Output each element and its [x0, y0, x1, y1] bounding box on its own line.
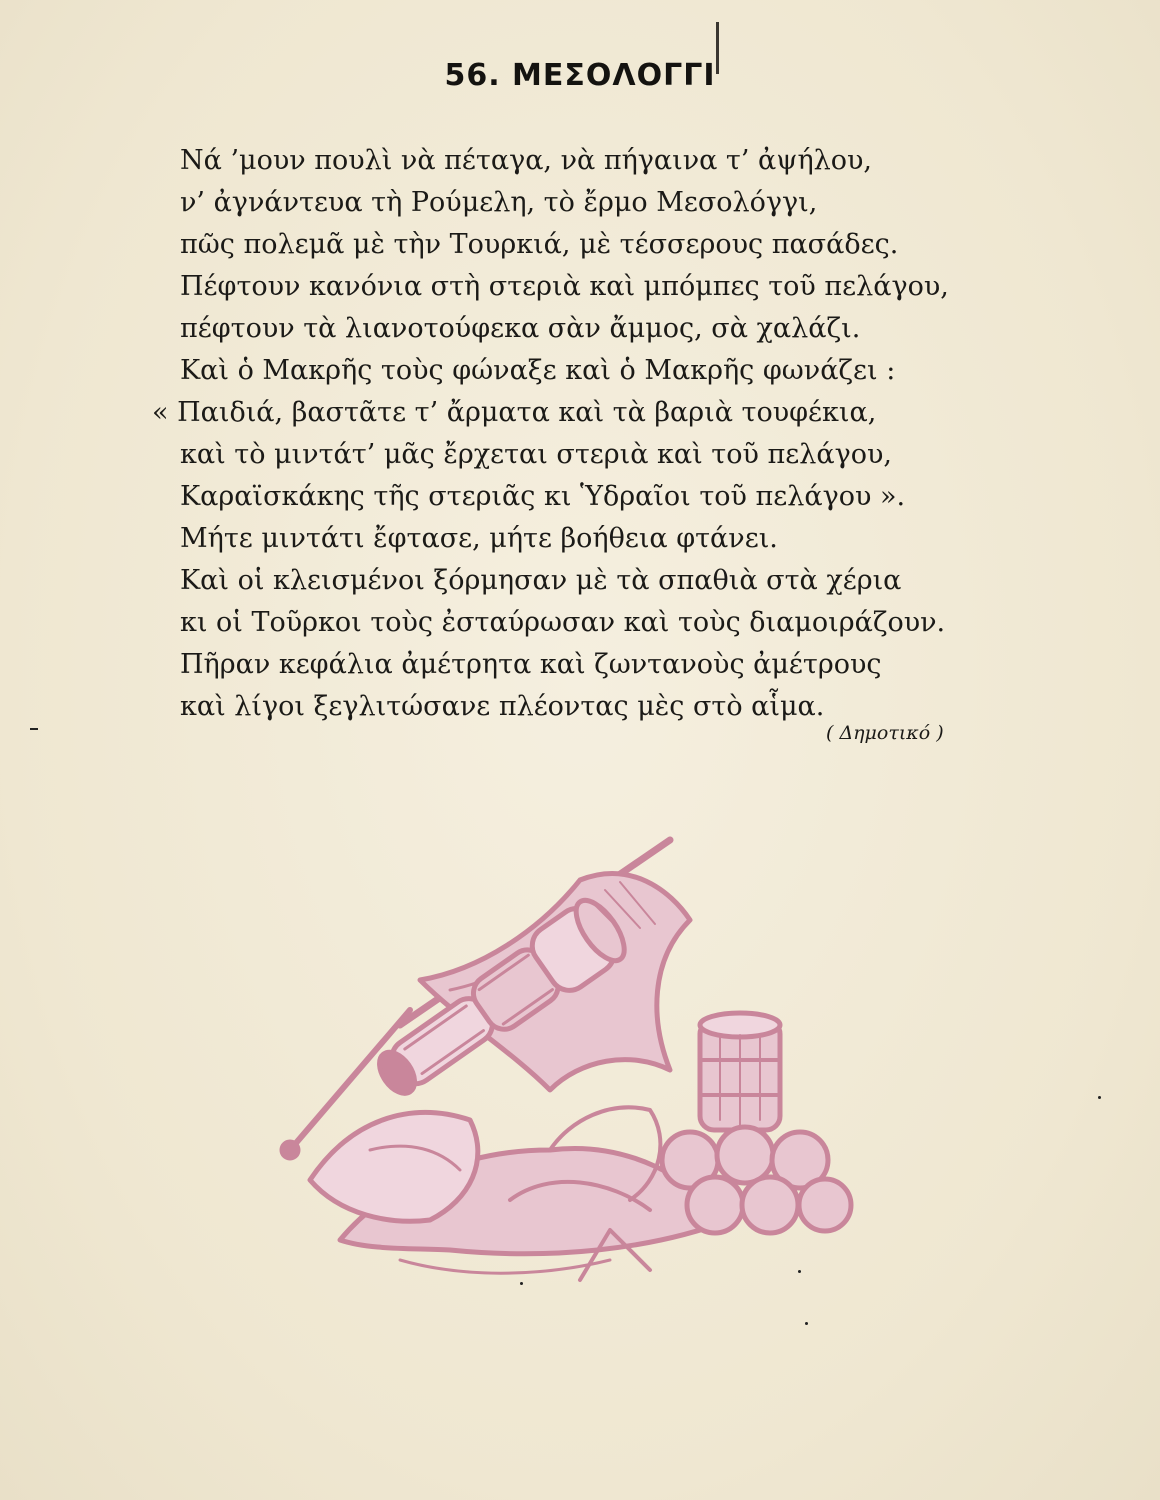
verse-line: καὶ τὸ μιντάτ’ μᾶς ἔρχεται στεριὰ καὶ τοῦ πελάγου,	[180, 439, 892, 470]
verse-line: πέφτουν τὰ λιανοτούφεκα σὰν ἄμμος, σὰ χαλάζι.	[180, 313, 861, 344]
margin-mark	[30, 728, 38, 730]
verse-line: Νά ’μουν πουλὶ νὰ πέταγα, νὰ πήγαινα τ’ ἀψήλου,	[180, 145, 872, 176]
verse-line: Πῆραν κεφάλια ἀμέτρητα καὶ ζωντανοὺς ἀμέτρους	[180, 649, 882, 680]
illustration-icon	[250, 820, 890, 1320]
poem-body	[152, 140, 992, 728]
verse-line: Καὶ ὁ Μακρῆς τοὺς φώναξε καὶ ὁ Μακρῆς φωνάζει :	[180, 355, 896, 386]
verse-line: καὶ λίγοι ξεγλιτώσανε πλέοντας μὲς στὸ αἷμα.	[180, 691, 825, 722]
verse-line: « Παιδιά, βαστᾶτε τ’ ἄρματα καὶ τὰ βαριὰ τουφέκια,	[152, 397, 877, 428]
verse-line: κι οἱ Τοῦρκοι τοὺς ἐσταύρωσαν καὶ τοὺς διαμοιράζουν.	[180, 607, 946, 638]
paper-speck	[520, 1282, 523, 1285]
verse-line: Μήτε μιντάτι ἔφτασε, μήτε βοήθεια φτάνει.	[180, 523, 778, 554]
paper-speck	[1098, 1096, 1101, 1099]
paper-speck	[798, 1270, 801, 1273]
poem-attribution: ( Δημοτικό )	[826, 722, 944, 744]
telescope-flag-cannonballs-illustration	[250, 820, 890, 1320]
page-title: 56. ΜΕΣΟΛΟΓΓΙ	[444, 58, 716, 93]
paper-speck	[805, 1322, 808, 1325]
verse-line: ν’ ἀγνάντευα τὴ Ρούμελη, τὸ ἔρμο Μεσολόγγι,	[180, 187, 818, 218]
verse-line: Πέφτουν κανόνια στὴ στεριὰ καὶ μπόμπες τοῦ πελάγου,	[180, 271, 949, 302]
verse-line: Καὶ οἱ κλεισμένοι ξόρμησαν μὲ τὰ σπαθιὰ στὰ χέρια	[180, 565, 902, 596]
verse-line: πῶς πολεμᾶ μὲ τὴν Τουρκιά, μὲ τέσσερους πασάδες.	[180, 229, 899, 260]
verse-line: Καραϊσκάκης τῆς στεριᾶς κι Ὑδραῖοι τοῦ πελάγου ».	[180, 481, 906, 512]
